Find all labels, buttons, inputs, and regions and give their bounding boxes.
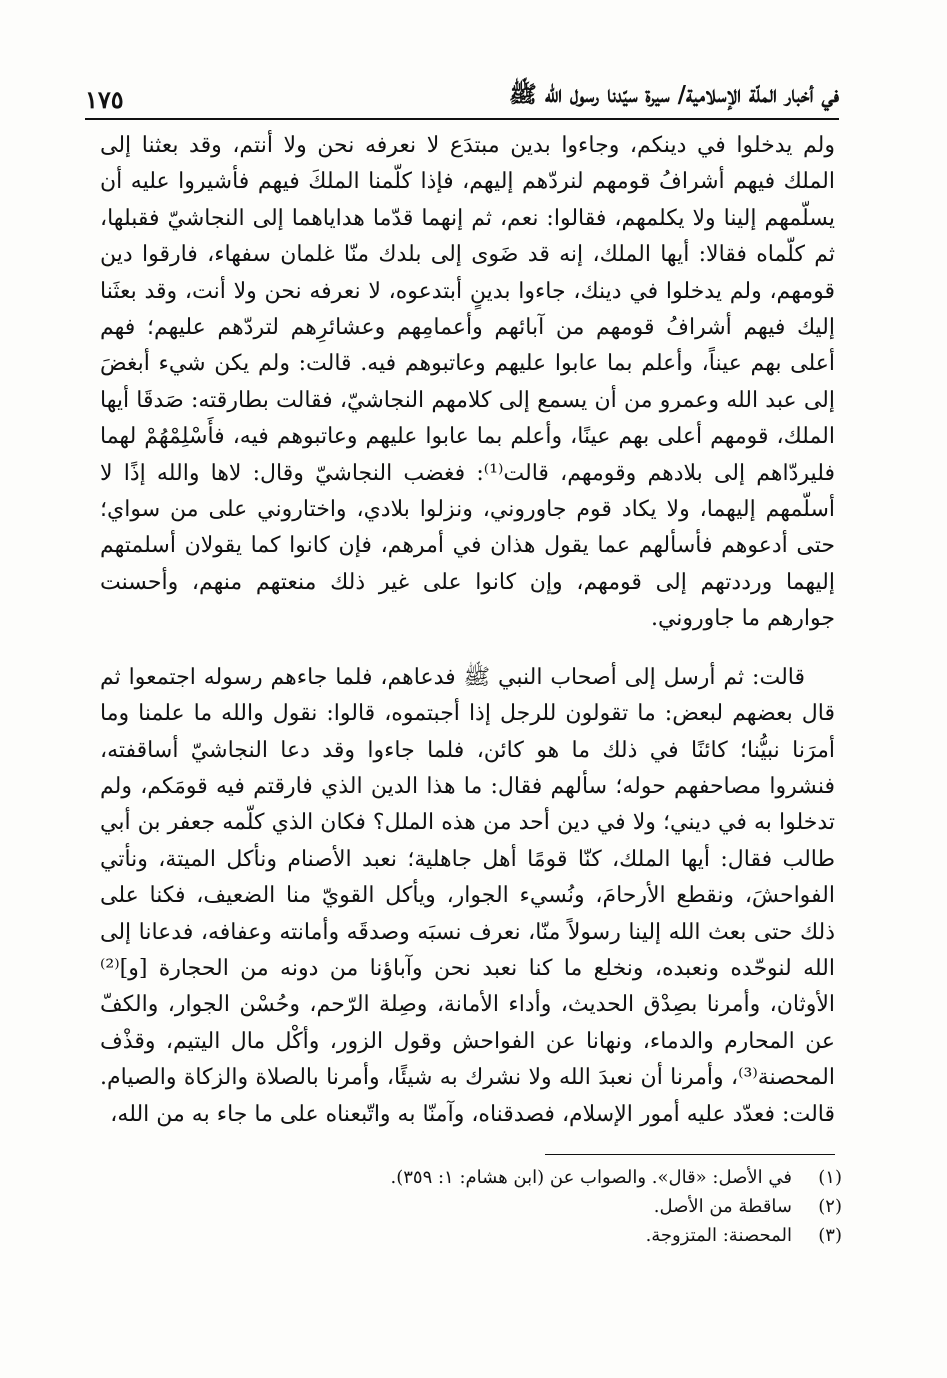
page-number: ١٧٥ [85,85,124,114]
running-header [85,70,839,114]
header-title: في أخبار الملّة الإسلامية/ سيرة سيّدنا رسول الله ﷺ [509,81,839,108]
footnote-text: ساقطة من الأصل. [653,1196,792,1217]
header-rule [85,118,839,120]
footnote-number: (٢) [818,1196,842,1217]
footnote-number: (٣) [818,1225,842,1246]
footnote-2 [300,1192,842,1221]
footnote-1 [300,1163,842,1192]
footnote-rule [545,1154,835,1155]
main-text [100,128,835,1133]
footnotes [300,1163,842,1250]
footnote-number: (١) [818,1167,842,1188]
paragraph-1: ولم يدخلوا في دينكم، وجاءوا بدين مبتدَع لا نعرفه نحن ولا أنتم، وقد بعثنا إلى الملك فيهم أشرافُ قومهم لنردّهم إليهم، فإذا كلّمنا الملكَ فيهم فأشيروا عليه أن يسلّمهم إلينا ولا يكلمهم، فقالوا: نعم، ثم إنهما قدّما هداياهما إلى النجاشيّ فقبلها، ثم كلّماه فقالا: أيها الملك، إنه قد ضَوى إلى بلدك منّا غلمان سفهاء، فارقوا دين قومهم، ولم يدخلوا في دينك، جاءوا بدينٍ أبتدعوه، لا نعرفه نحن ولا أنت، وقد بعثَنا إليك فيهم أشرافُ قومهم من آبائهم وأعمامِهم وعشائرِهم لتردّهم عليهم؛ فهم أعلى بهم عيناً، وأعلم بما عابوا عليهم وعاتبوهم فيه. قالت: ولم يكن شيء أبغضَ إلى عبد الله وعمرو من أن يسمع إلى كلامهم النجاشيّ، فقالت بطارقته: صَدقَا أيها الملك، قومهم أعلى بهم عينًا، وأعلم بما عابوا عليهم وعاتبوهم فيه، فأَسْلِمْهُمْ لهما فليردّاهم إلى بلادهم وقومهم، قالت⁽¹⁾: فغضب النجاشيّ وقال: لاها والله إذًا لا أسلّمهم إليهما، ولا يكاد قوم جاوروني، ونزلوا بلادي، واختاروني على من سواي؛ حتى أدعوهم فأسألهم عما يقول هذان في أمرهم، فإن كانوا كما يقولان أسلمتهم إليهما ورددتهم إلى قومهم، وإن كانوا على غير ذلك منعتهم منهم، وأحسنت جوارهم ما جاوروني. [100,133,836,632]
paragraph-2: قالت: ثم أرسل إلى أصحاب النبي ﷺ فدعاهم، فلما جاءهم رسوله اجتمعوا ثم قال بعضهم لبعض: ما تقولون للرجل إذا أجبتموه، قالوا: نقول والله ما علمنا وما أمرَنا نبيُّنا؛ كائنًا في ذلك ما هو كائن، فلما جاءوا وقد دعا النجاشيّ أساقفته، فنشروا مصاحفهم حوله؛ سألهم فقال: ما هذا الدين الذي فارقتم فيه قومَكم، ولم تدخلوا به في ديني؛ ولا في دين أحد من هذه الملل؟ فكان الذي كلّمه جعفر بن أبي طالب فقال: أيها الملك، كنّا قومًا أهل جاهلية؛ نعبد الأصنام ونأكل الميتة، ونأتي الفواحشَ، ونقطع الأرحامَ، ونُسيء الجوار، ويأكل القويّ منا الضعيف، فكنا على ذلك حتى بعث الله إلينا رسولاً منّا، نعرف نسبَه وصدقَه وأمانته وعفافه، فدعانا إلى الله لنوحّده ونعبده، ونخلع ما كنا نعبد نحن وآباؤنا من دونه من الحجارة [و]⁽²⁾ الأوثان، وأمرنا بصِدْق الحديث، وأداء الأمانة، وصِلة الرّحم، وحُسْن الجوار، والكفّ عن المحارم والدماء، ونهانا عن الفواحش وقول الزور، وأكْل مال اليتيم، وقذْف المحصنة⁽³⁾، وأمرنا أن نعبدَ الله ولا نشرك به شيئًا، وأمرنا بالصلاة والزكاة والصيام. قالت: فعدّد عليه أمور الإسلام، فصدقناه، وآمنّا به واتّبعناه على ما جاء به من الله، [100,664,836,1127]
footnote-text: في الأصل: «قال». والصواب عن (ابن هشام: ١: ٣٥٩). [390,1167,792,1188]
footnote-text: المحصنة: المتزوجة. [645,1225,792,1246]
footnote-3 [300,1221,842,1250]
